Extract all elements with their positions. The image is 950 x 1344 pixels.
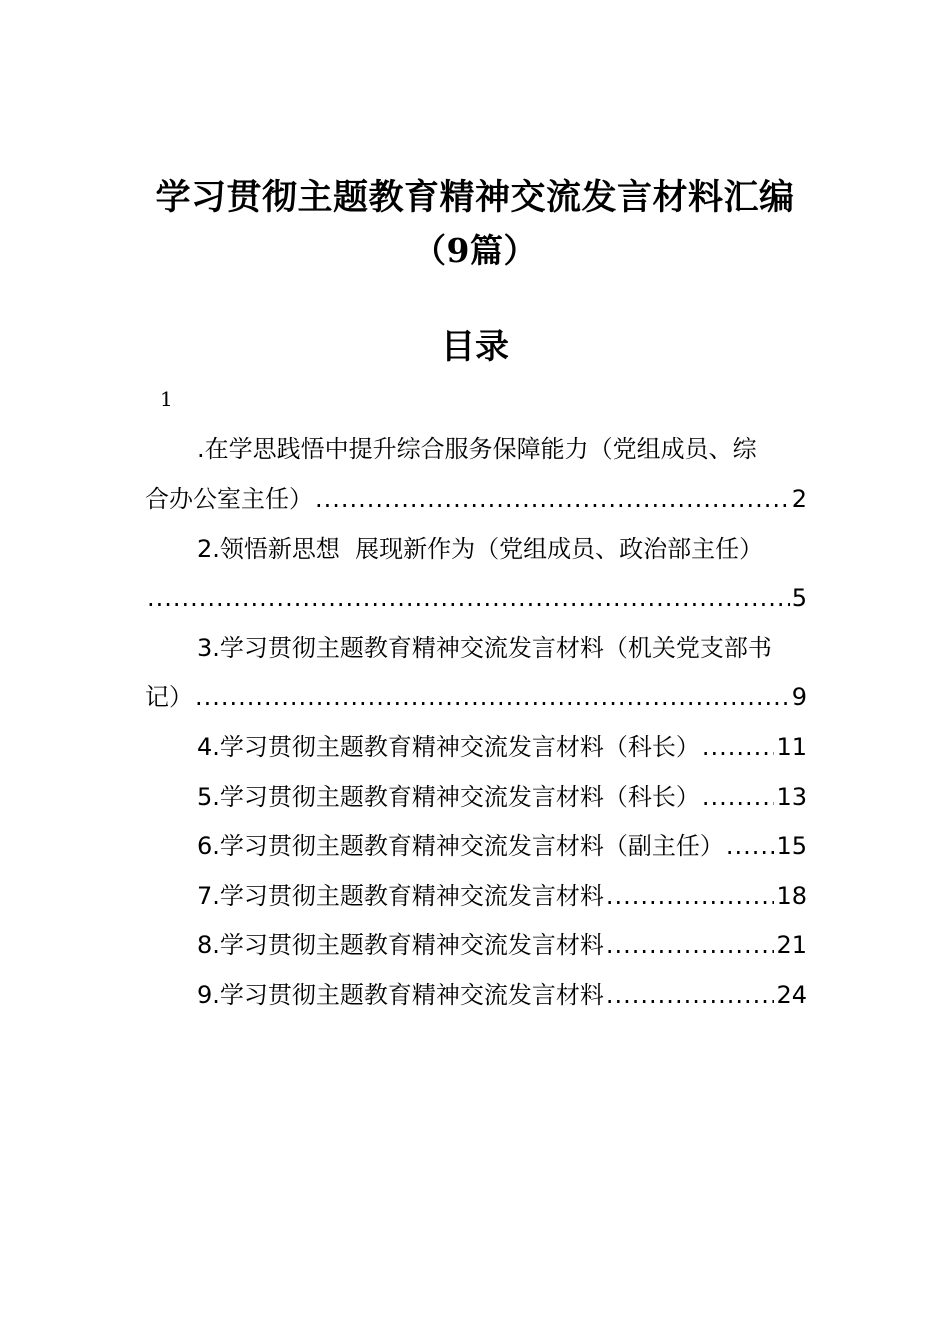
toc-page-number: 15 — [776, 832, 807, 860]
toc-leader-dots — [606, 978, 775, 1012]
stray-number: 1 — [160, 387, 173, 411]
toc-leader-dots — [606, 928, 775, 962]
toc-entry-8[interactable] — [197, 928, 807, 962]
toc-entry-5[interactable] — [197, 780, 807, 814]
toc-page-number: 9 — [791, 683, 807, 711]
toc-leader-dots — [606, 879, 775, 913]
toc-leader-dots — [702, 780, 775, 814]
toc-entry-1-line2[interactable] — [145, 482, 807, 516]
toc-page-number: 18 — [776, 882, 807, 910]
toc-entry-text: 4.学习贯彻主题教育精神交流发言材料（科长） — [197, 733, 700, 761]
toc-entry-9[interactable] — [197, 978, 807, 1012]
toc-entry-1-text-cont: 合办公室主任） — [145, 485, 313, 513]
toc-entry-text: 8.学习贯彻主题教育精神交流发言材料 — [197, 931, 604, 959]
toc-entry-2-line1[interactable] — [197, 532, 807, 566]
toc-entry-text: 6.学习贯彻主题教育精神交流发言材料（副主任） — [197, 832, 724, 860]
document-subtitle: （9篇） — [413, 231, 537, 270]
toc-page-number: 13 — [776, 783, 807, 811]
toc-entry-7[interactable] — [197, 879, 807, 913]
toc-leader-dots — [315, 482, 790, 516]
toc-entry-3-text: 3.学习贯彻主题教育精神交流发言材料（机关党支部书 — [197, 634, 772, 662]
toc-entry-text: 9.学习贯彻主题教育精神交流发言材料 — [197, 981, 604, 1009]
toc-page-number: 2 — [791, 485, 807, 513]
toc-entry-3-text-cont: 记） — [145, 683, 193, 711]
toc-entry-4[interactable] — [197, 730, 807, 764]
toc-entry-text: 5.学习贯彻主题教育精神交流发言材料（科长） — [197, 783, 700, 811]
toc-leader-dots — [702, 730, 775, 764]
toc-leader-dots — [195, 680, 790, 714]
toc-entry-2-line2[interactable] — [145, 581, 807, 615]
toc-entry-1-text: .在学思践悟中提升综合服务保障能力（党组成员、综 — [197, 435, 757, 463]
toc-entry-2-text: 2.领悟新思想 展现新作为（党组成员、政治部主任） — [197, 535, 764, 563]
toc-entry-3-line1[interactable] — [197, 631, 807, 665]
toc-page-number: 24 — [776, 981, 807, 1009]
toc-leader-dots — [147, 581, 790, 615]
toc-heading: 目录 — [441, 327, 509, 367]
toc-entry-text: 7.学习贯彻主题教育精神交流发言材料 — [197, 882, 604, 910]
toc-page-number: 5 — [791, 584, 807, 612]
toc-leader-dots — [726, 829, 775, 863]
document-title: 学习贯彻主题教育精神交流发言材料汇编 — [155, 177, 795, 218]
toc-entry-6[interactable] — [197, 829, 807, 863]
toc-entry-1-line1[interactable] — [197, 432, 807, 466]
toc-page-number: 21 — [776, 931, 807, 959]
toc-entry-3-line2[interactable] — [145, 680, 807, 714]
toc-page-number: 11 — [776, 733, 807, 761]
